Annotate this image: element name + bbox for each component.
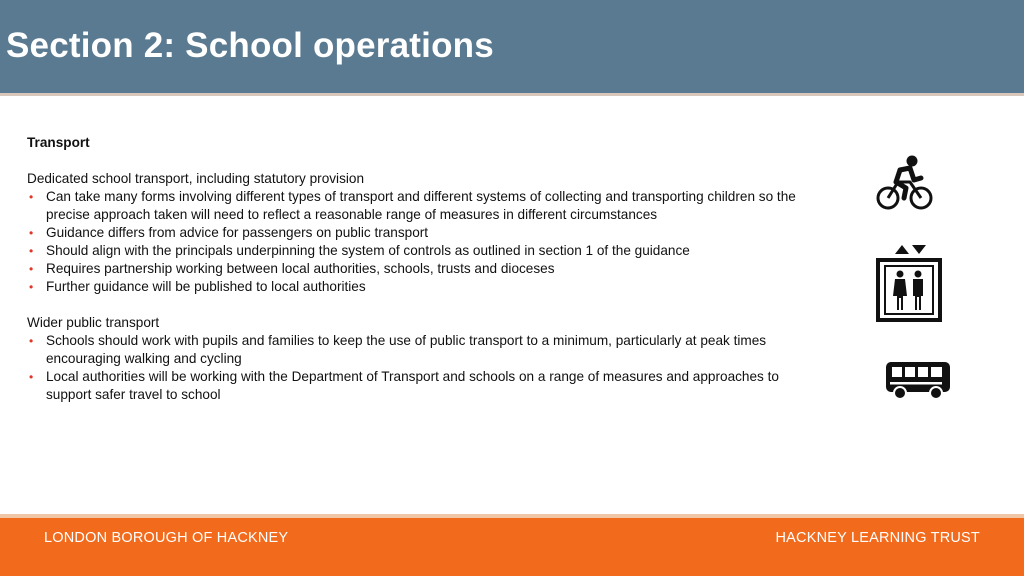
- section-heading: Transport: [27, 135, 90, 150]
- lift-icon: [876, 244, 942, 322]
- list-item-text: Should align with the principals underpinning the system of controls as outlined in section 1 of the guidance: [46, 243, 690, 258]
- list-item-text: Local authorities will be working with the Department of Transport and schools on a range of measures and approaches to support safer travel to school: [46, 369, 779, 402]
- cyclist-icon: [874, 154, 936, 212]
- bullet-marker: •: [29, 190, 34, 204]
- header-divider: [0, 93, 1024, 96]
- list-item-text: Schools should work with pupils and families to keep the use of public transport to a minimum, particularly at peak times encouraging walking and cycling: [46, 333, 767, 366]
- footer-right-label: HACKNEY LEARNING TRUST: [775, 530, 980, 546]
- list-item: [27, 242, 817, 260]
- list-item: [27, 332, 817, 368]
- group-intro: Dedicated school transport, including statutory provision: [27, 171, 365, 186]
- group-public-transport: [27, 314, 817, 404]
- bus-icon: [884, 358, 956, 402]
- bullet-marker: •: [29, 334, 34, 348]
- list-item-text: Further guidance will be published to local authorities: [46, 279, 366, 294]
- list-item: [27, 368, 817, 404]
- page-title: Section 2: School operations: [6, 26, 494, 65]
- list-item-text: Can take many forms involving different types of transport and different systems of collecting and transporting children so the precise approach taken will need to reflect a reasonable range of measures in different circumstances: [46, 189, 796, 222]
- bullet-list: [27, 332, 817, 404]
- bullet-marker: •: [29, 262, 34, 276]
- header-bar: [0, 0, 1024, 93]
- bullet-marker: •: [29, 280, 34, 294]
- paragraph-spacer: [27, 296, 817, 314]
- list-item: [27, 224, 817, 242]
- bullet-marker: •: [29, 370, 34, 384]
- footer-bar: [0, 518, 1024, 576]
- content-body: [27, 134, 817, 404]
- group-intro: Wider public transport: [27, 315, 160, 330]
- list-item-text: Requires partnership working between local authorities, schools, trusts and dioceses: [46, 261, 555, 276]
- bullet-list: [27, 188, 817, 296]
- list-item: [27, 260, 817, 278]
- list-item: [27, 278, 817, 296]
- footer-left-label: LONDON BOROUGH OF HACKNEY: [44, 530, 289, 546]
- list-item: [27, 188, 817, 224]
- group-school-transport: [27, 170, 817, 296]
- list-item-text: Guidance differs from advice for passengers on public transport: [46, 225, 429, 240]
- bullet-marker: •: [29, 226, 34, 240]
- bullet-marker: •: [29, 244, 34, 258]
